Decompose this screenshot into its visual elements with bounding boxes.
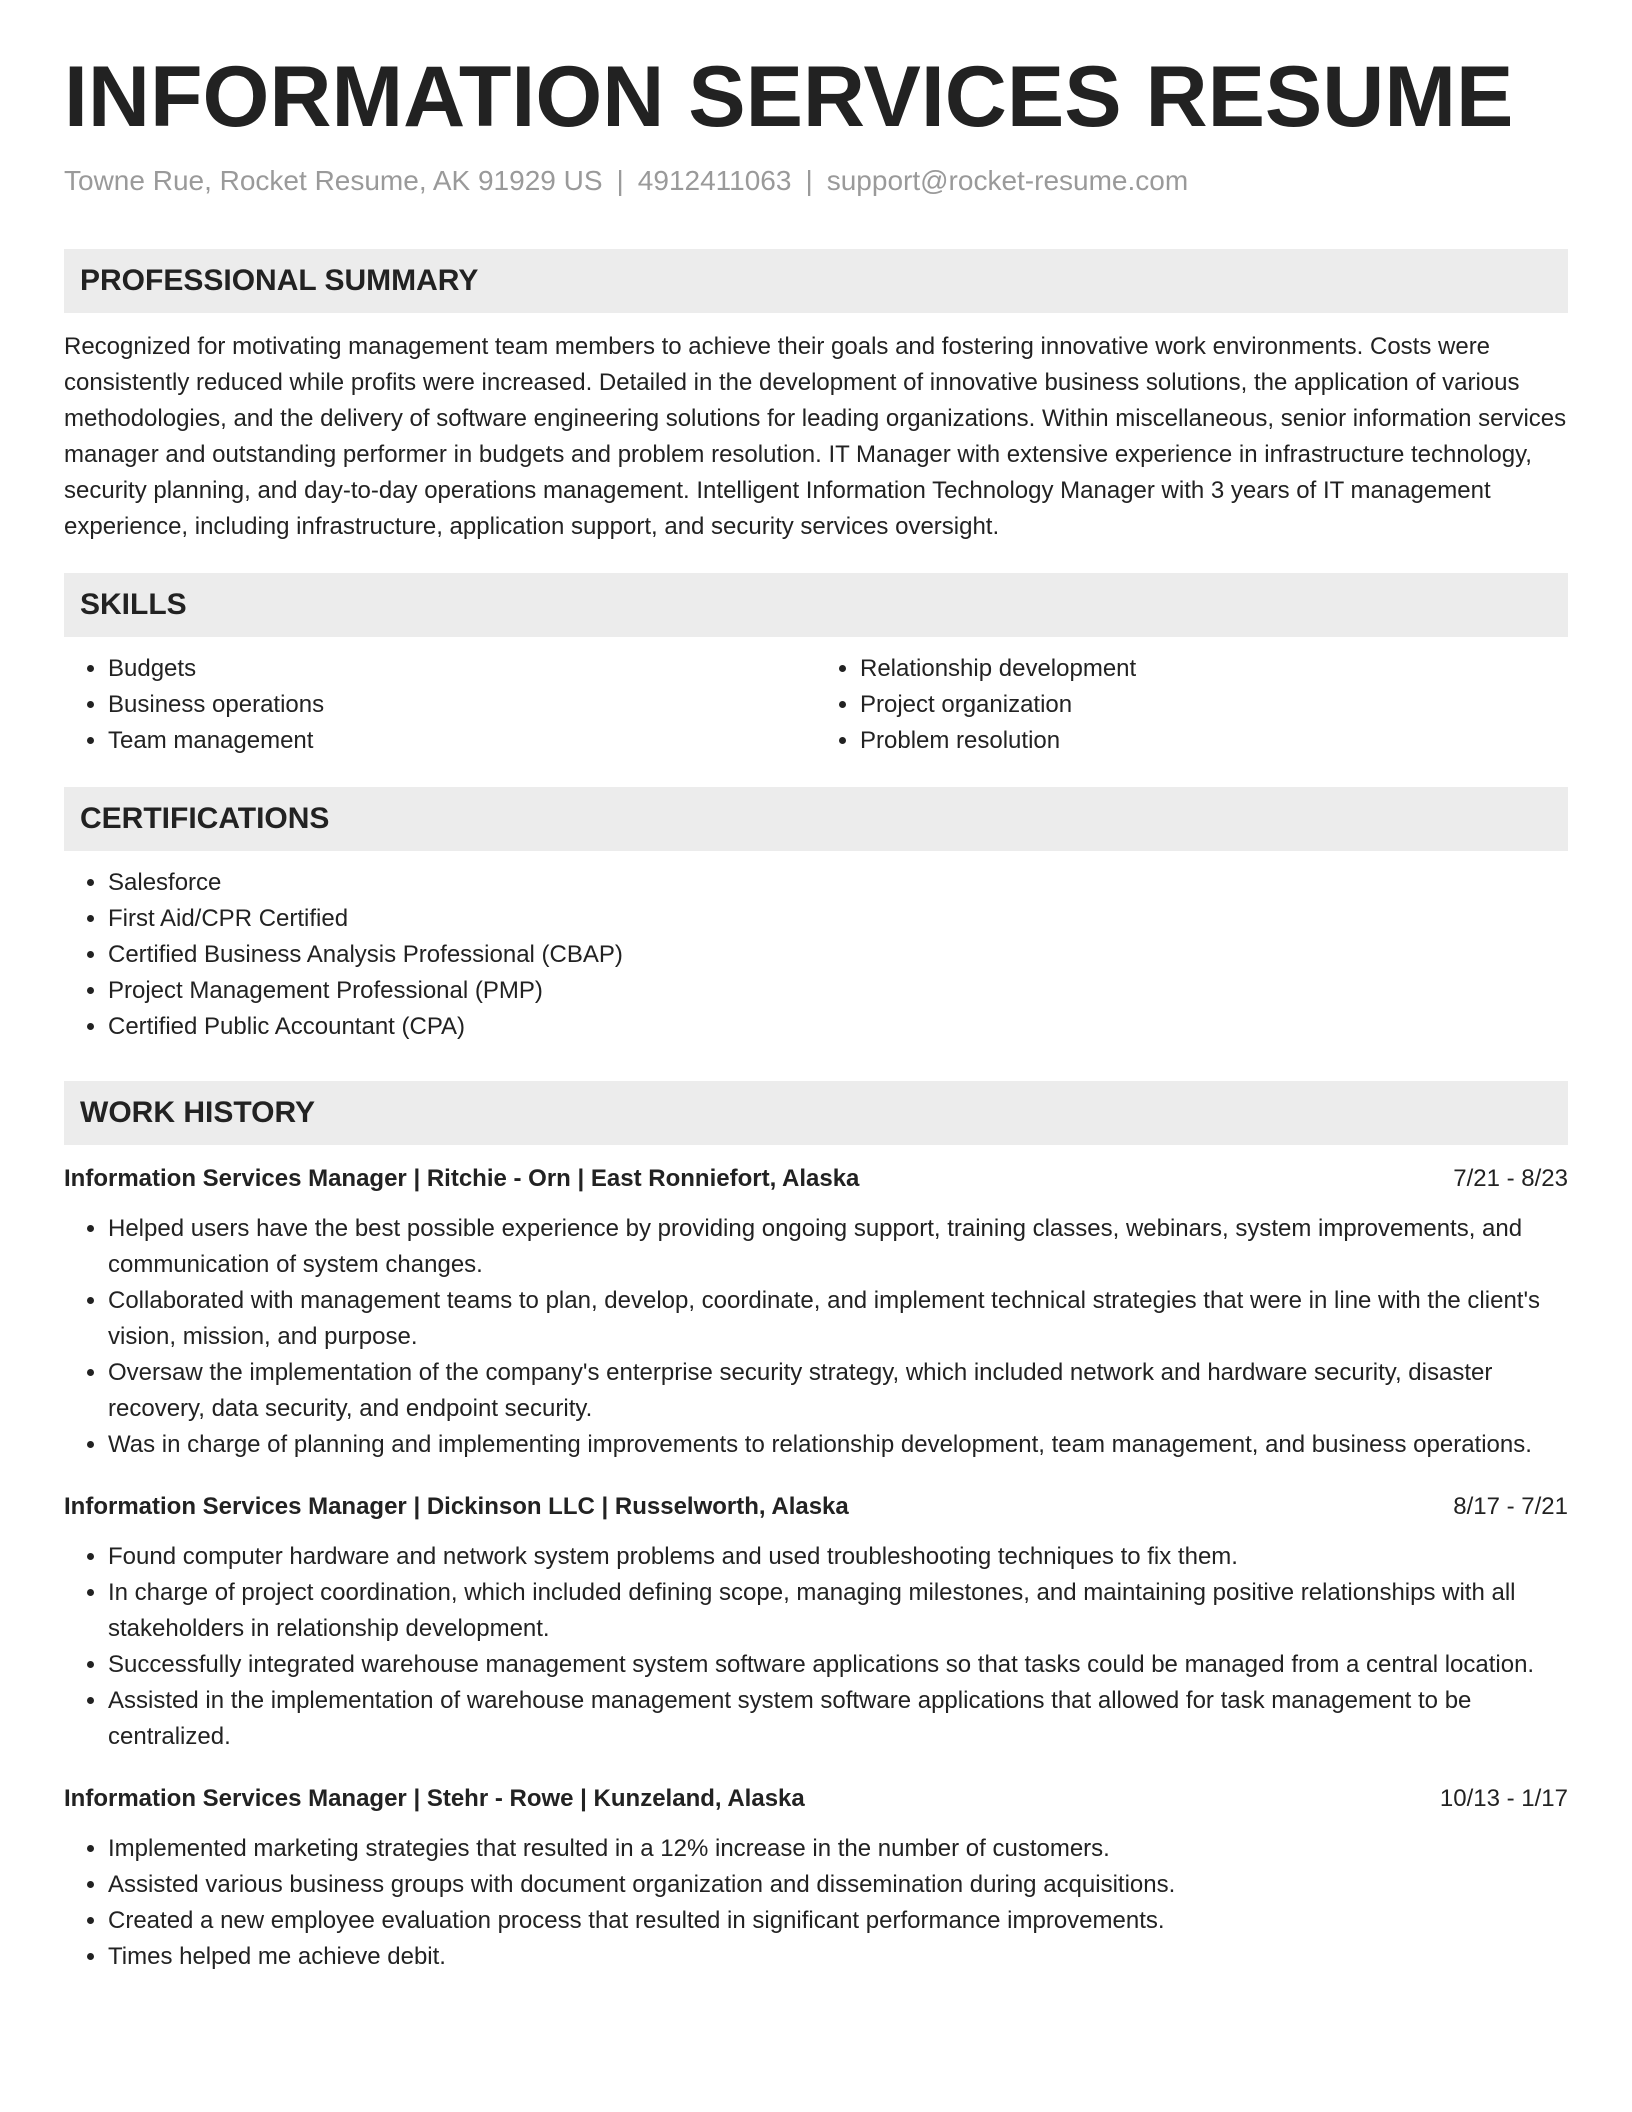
certifications-section-header: CERTIFICATIONS	[64, 787, 1568, 851]
summary-text: Recognized for motivating management team members to achieve their goals and fostering innovative work environments. Costs were consistently reduced while profits were increased. Detailed in the development of innovative business solutions, the application of various methodologies, and the delivery of software engineering solutions for leading organizations. Within miscellaneous, senior information services manager and outstanding performer in budgets and problem resolution. IT Manager with extensive experience in infrastructure technology, security planning, and day-to-day operations management. Intelligent Information Technology Manager with 3 years of IT management experience, including infrastructure, application support, and security services oversight.	[64, 332, 1567, 540]
skills-list	[64, 651, 1568, 759]
job-entry	[64, 1161, 1568, 1463]
job-bullet: • Helped users have the best possible experience by providing ongoing support, training classes, webinars, system improvements, and communication of system changes.	[108, 1211, 1568, 1283]
skill-item: • Business operations	[108, 687, 816, 723]
skills-section-header: SKILLS	[64, 573, 1568, 637]
job-bullet: • Times helped me achieve debit.	[108, 1939, 1568, 1975]
work-history-section-header: WORK HISTORY	[64, 1081, 1568, 1145]
skill-item: • Problem resolution	[860, 723, 1568, 759]
job-bullet: • Was in charge of planning and implementing improvements to relationship development, team management, and business operations.	[108, 1427, 1568, 1463]
contact-phone: 4912411063	[637, 164, 792, 196]
contact-separator: |	[616, 164, 624, 196]
contact-email: support@rocket-resume.com	[826, 164, 1189, 196]
skill-item: • Project organization	[860, 687, 1568, 723]
job-bullets	[64, 1211, 1568, 1463]
skills-column-right	[816, 651, 1568, 759]
certification-item: • Salesforce	[108, 865, 1568, 901]
job-bullets	[64, 1539, 1568, 1755]
job-dates: 10/13 - 1/17	[1439, 1784, 1568, 1812]
job-bullet: • Implemented marketing strategies that resulted in a 12% increase in the number of customers.	[108, 1831, 1568, 1867]
job-dates: 7/21 - 8/23	[1453, 1164, 1568, 1192]
job-dates: 8/17 - 7/21	[1453, 1492, 1568, 1520]
job-bullet: • In charge of project coordination, which included defining scope, managing milestones, and maintaining positive relationships with all stakeholders in relationship development.	[108, 1575, 1568, 1647]
skills-column-left	[64, 651, 816, 759]
job-bullet: • Created a new employee evaluation process that resulted in significant performance improvements.	[108, 1903, 1568, 1939]
job-bullet: • Found computer hardware and network system problems and used troubleshooting techniques to fix them.	[108, 1539, 1568, 1575]
resume-title: INFORMATION SERVICES RESUME	[64, 49, 1514, 145]
summary-section-header: PROFESSIONAL SUMMARY	[64, 249, 1568, 313]
skill-item: • Team management	[108, 723, 816, 759]
job-header	[64, 1161, 1568, 1197]
job-bullet: • Successfully integrated warehouse management system software applications so that tasks could be managed from a central location.	[108, 1647, 1568, 1683]
job-bullet: • Collaborated with management teams to plan, develop, coordinate, and implement technical strategies that were in line with the client's vision, mission, and purpose.	[108, 1283, 1568, 1355]
certification-item: • First Aid/CPR Certified	[108, 901, 1568, 937]
contact-separator: |	[805, 164, 813, 196]
certification-item: • Project Management Professional (PMP)	[108, 973, 1568, 1009]
certification-item: • Certified Public Accountant (CPA)	[108, 1009, 1568, 1045]
job-heading: Information Services Manager | Stehr - Rowe | Kunzeland, Alaska	[64, 1784, 805, 1812]
certifications-list	[64, 865, 1568, 1045]
job-header	[64, 1781, 1568, 1817]
certification-item: • Certified Business Analysis Professional (CBAP)	[108, 937, 1568, 973]
job-entry	[64, 1489, 1568, 1755]
skill-item: • Relationship development	[860, 651, 1568, 687]
skill-item: • Budgets	[108, 651, 816, 687]
job-bullet: • Assisted various business groups with document organization and dissemination during acquisitions.	[108, 1867, 1568, 1903]
contact-address: Towne Rue, Rocket Resume, AK 91929 US	[64, 164, 603, 196]
job-header	[64, 1489, 1568, 1525]
job-bullet: • Oversaw the implementation of the company's enterprise security strategy, which included network and hardware security, disaster recovery, data security, and endpoint security.	[108, 1355, 1568, 1427]
job-heading: Information Services Manager | Dickinson LLC | Russelworth, Alaska	[64, 1492, 849, 1520]
contact-line	[64, 163, 1568, 199]
job-entry	[64, 1781, 1568, 1975]
job-heading: Information Services Manager | Ritchie - Orn | East Ronniefort, Alaska	[64, 1164, 860, 1192]
job-bullets	[64, 1831, 1568, 1975]
job-bullet: • Assisted in the implementation of warehouse management system software applications that allowed for task management to be centralized.	[108, 1683, 1568, 1755]
